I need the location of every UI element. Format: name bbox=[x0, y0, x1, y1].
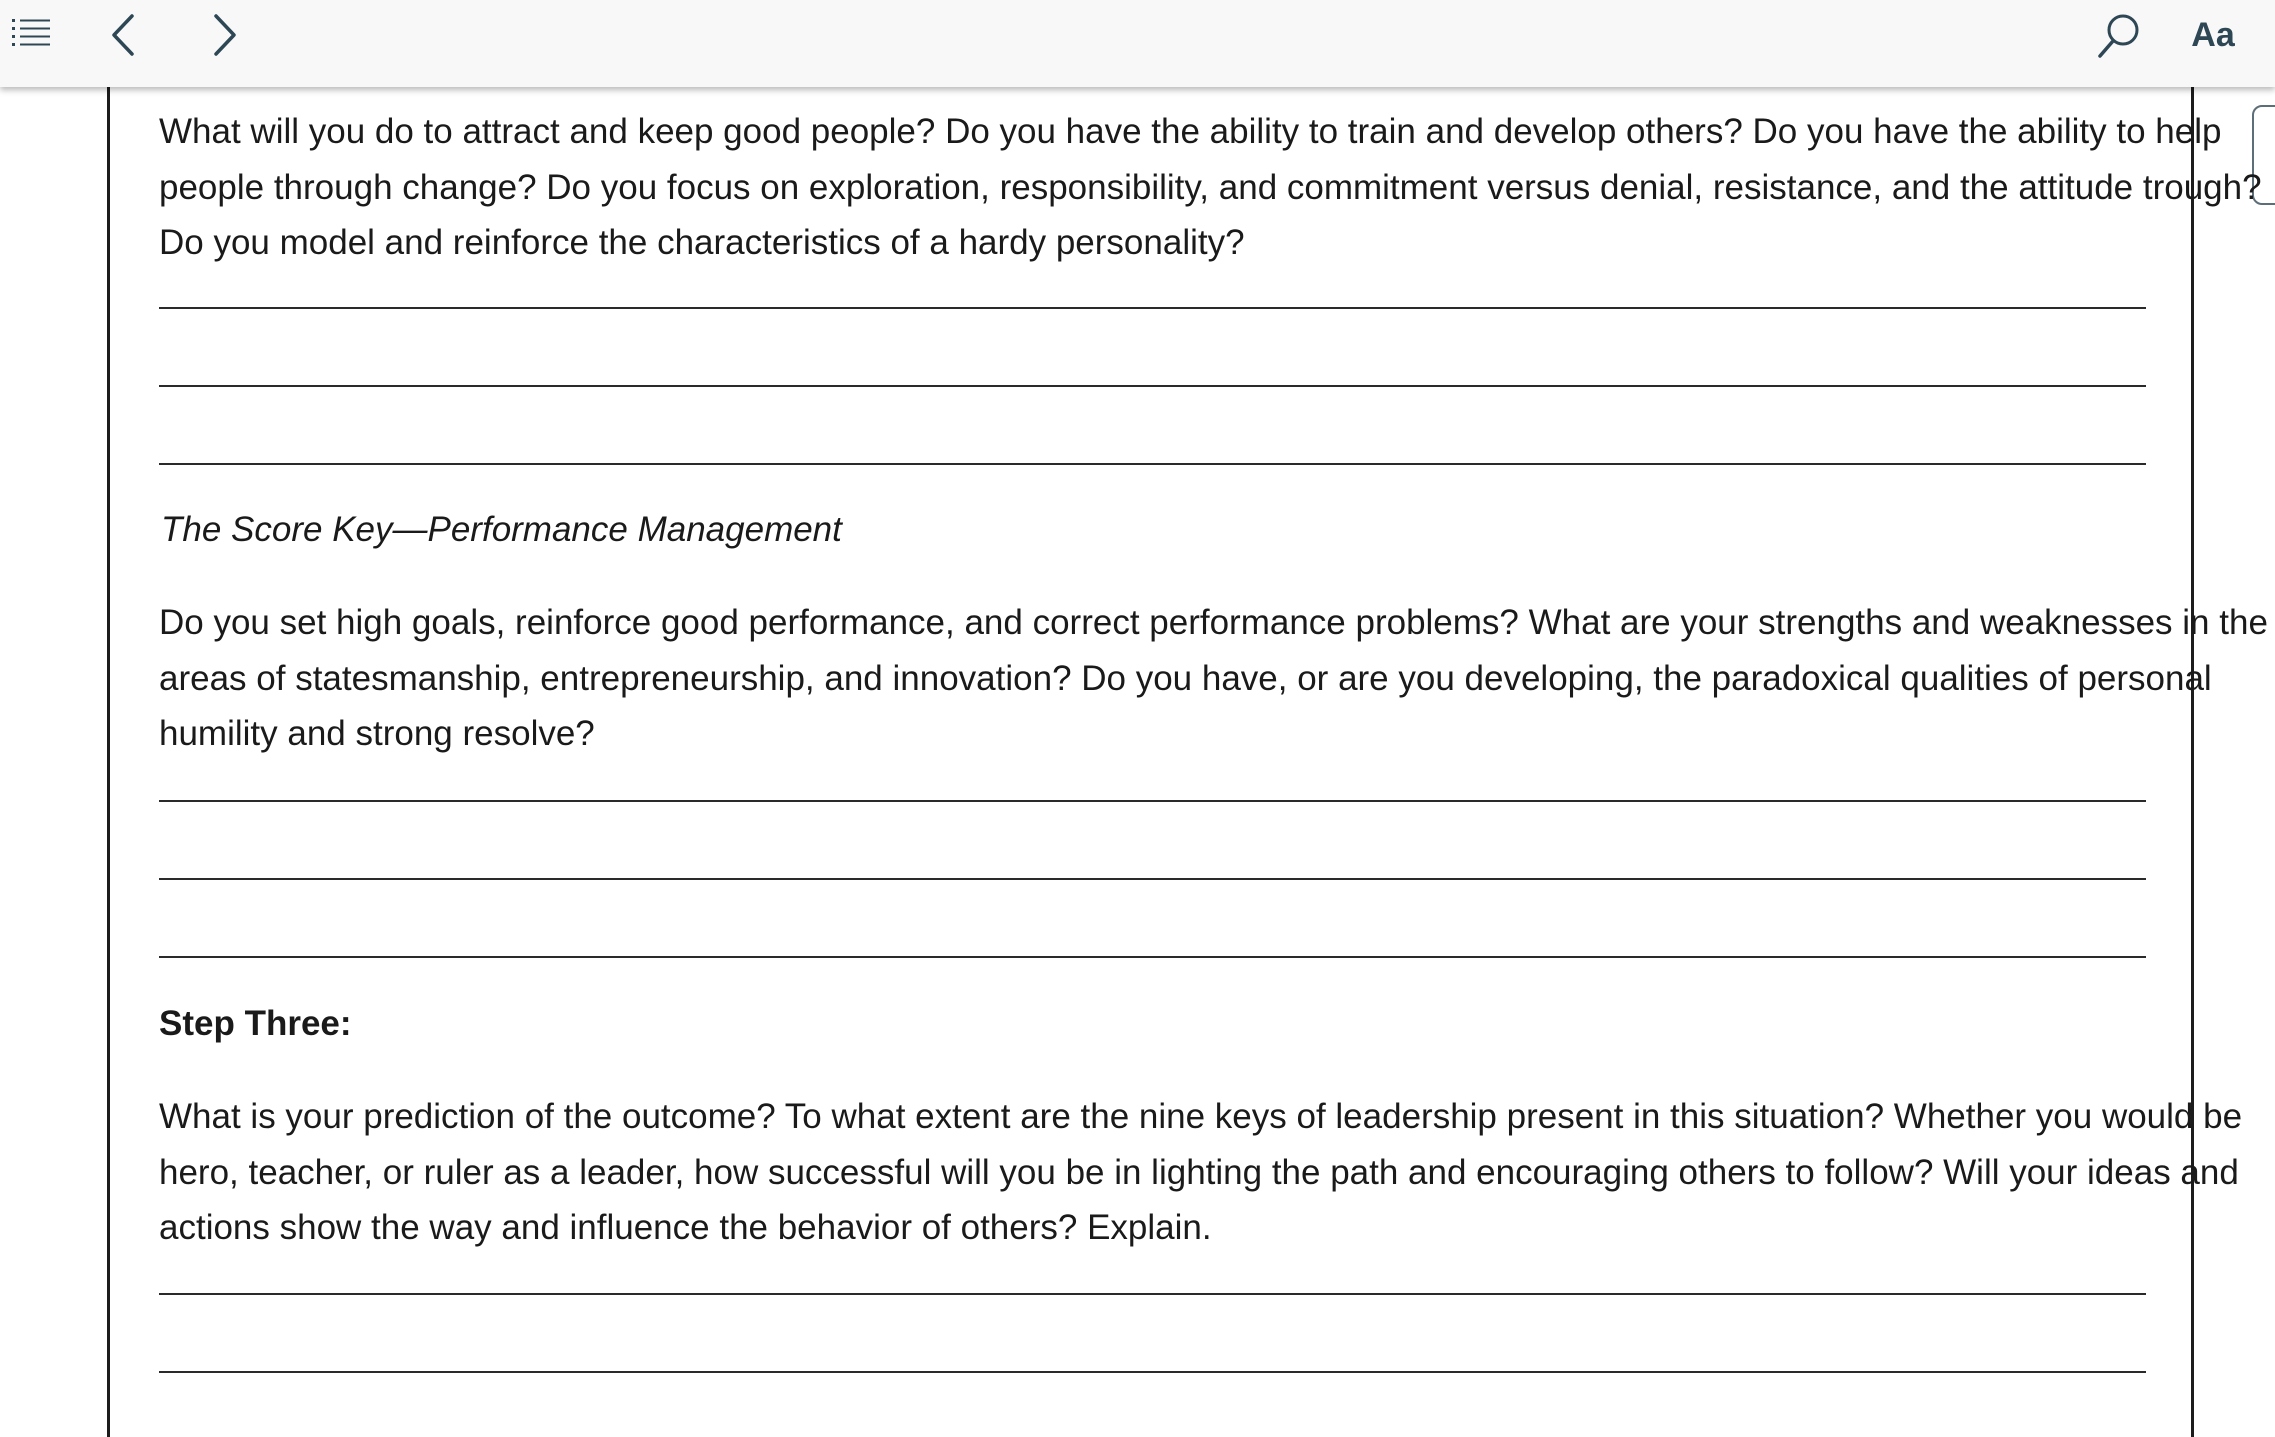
chevron-left-icon bbox=[108, 13, 138, 57]
answer-line[interactable] bbox=[159, 800, 2146, 802]
reading-area[interactable] bbox=[0, 87, 2275, 1419]
search-button[interactable] bbox=[2094, 10, 2144, 62]
answer-line[interactable] bbox=[159, 1371, 2146, 1373]
next-page-button[interactable] bbox=[202, 12, 248, 58]
section-heading-step-three: Step Three: bbox=[159, 1004, 352, 1043]
section-heading-score-key: The Score Key—Performance Management bbox=[161, 510, 842, 549]
question-paragraph-people: What will you do to attract and keep good people? Do you have the ability to train and develop others? Do you have the ability to help people through change? Do you focus on exploration, responsibility, and commitment versus denial, resistance, and the attitude trough? Do you model and reinforce the characteristics of a hardy personality? bbox=[159, 112, 2262, 262]
list-icon bbox=[10, 17, 52, 51]
table-of-contents-button[interactable] bbox=[6, 14, 56, 54]
question-paragraph-performance: Do you set high goals, reinforce good performance, and correct performance problems? What are your strengths and weaknesses in the areas of statesmanship, entrepreneurship, and innovation? Do you have, or are you developing, the paradoxical qualities of personal humility and strong resolve? bbox=[159, 603, 2268, 753]
answer-line[interactable] bbox=[159, 878, 2146, 880]
answer-line[interactable] bbox=[159, 307, 2146, 309]
previous-page-button[interactable] bbox=[100, 12, 146, 58]
answer-line[interactable] bbox=[159, 463, 2146, 465]
reader-toolbar bbox=[0, 0, 2275, 87]
chevron-right-icon bbox=[210, 13, 240, 57]
answer-line[interactable] bbox=[159, 385, 2146, 387]
answer-line[interactable] bbox=[159, 1293, 2146, 1295]
search-icon bbox=[2096, 12, 2142, 60]
answer-line[interactable] bbox=[159, 956, 2146, 958]
font-settings-button[interactable]: Aa bbox=[2191, 15, 2235, 54]
question-paragraph-outcome: What is your prediction of the outcome? To what extent are the nine keys of leadership present in this situation? Whether you would be hero, teacher, or ruler as a leader, how successful will you be in lighting the path and encouraging others to follow? Will your ideas and actions show the way and influence the behavior of others? Explain. bbox=[159, 1097, 2243, 1247]
